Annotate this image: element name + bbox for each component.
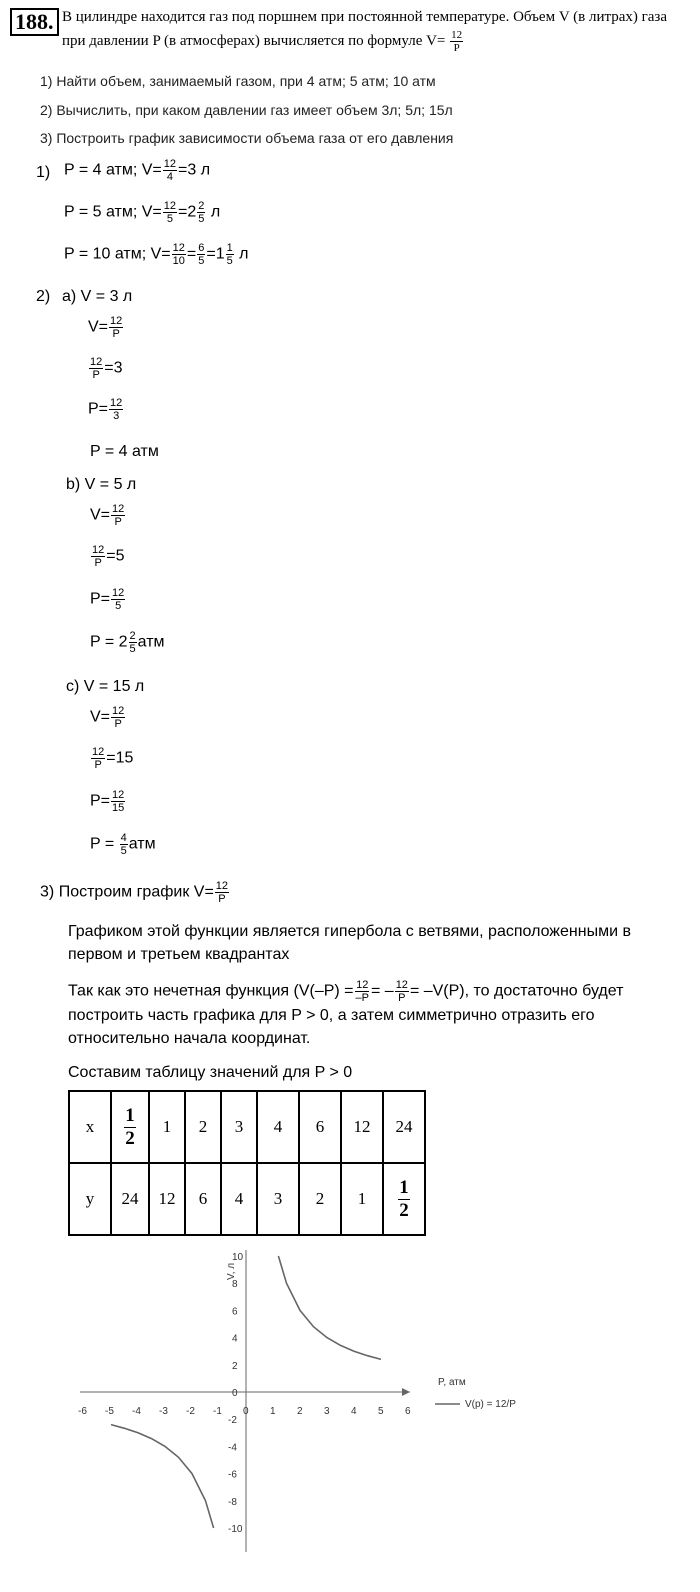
text: =3 л bbox=[178, 161, 211, 179]
text: V= bbox=[90, 506, 111, 524]
fraction bbox=[111, 789, 125, 814]
text: Построим график V= bbox=[58, 883, 214, 901]
frac-den: P bbox=[92, 369, 100, 381]
frac-den: 5 bbox=[129, 643, 136, 655]
x-tick-label: -4 bbox=[132, 1406, 141, 1417]
y-tick-label: 2 bbox=[232, 1360, 238, 1372]
frac-num: 12 bbox=[110, 315, 123, 327]
y-cell: 12 bbox=[149, 1163, 185, 1235]
fraction bbox=[109, 315, 123, 340]
frac-den: 15 bbox=[112, 802, 125, 814]
fraction bbox=[163, 158, 177, 183]
text: атм bbox=[128, 835, 156, 853]
y-tick-label: -2 bbox=[228, 1415, 237, 1427]
frac-num: 12 bbox=[356, 979, 369, 991]
part2-label: 2) bbox=[36, 288, 51, 305]
x-tick-label: -3 bbox=[159, 1406, 168, 1417]
fraction bbox=[226, 242, 234, 267]
table-row-y bbox=[69, 1163, 425, 1235]
frac-num: 1 bbox=[226, 242, 233, 254]
table-row-x bbox=[69, 1091, 425, 1163]
text: =5 bbox=[106, 547, 125, 565]
text: P= bbox=[90, 590, 111, 608]
y-tick-label: 8 bbox=[232, 1279, 238, 1291]
y-tick-label: 4 bbox=[232, 1333, 238, 1345]
x-tick-label: 5 bbox=[378, 1406, 384, 1417]
text: = bbox=[186, 245, 197, 263]
text: =15 bbox=[106, 749, 134, 767]
part2c-p bbox=[90, 789, 126, 814]
x-cell: 3 bbox=[221, 1091, 257, 1163]
part2a-formula bbox=[88, 315, 124, 340]
x-cell: 2 bbox=[185, 1091, 221, 1163]
hyperbola-branch bbox=[111, 1425, 214, 1528]
part1-line2 bbox=[64, 200, 220, 225]
frac-den: P bbox=[114, 718, 122, 730]
part2c-formula bbox=[90, 705, 126, 730]
text: P = 10 атм; V= bbox=[64, 245, 171, 263]
text: P = 2 bbox=[90, 633, 128, 651]
hyperbola-branch bbox=[278, 1256, 381, 1359]
y-cell: 2 bbox=[299, 1163, 341, 1235]
frac-den: P bbox=[94, 759, 102, 771]
text: =1 bbox=[206, 245, 225, 263]
part2b-p bbox=[90, 587, 126, 612]
x-cell: 1 bbox=[149, 1091, 185, 1163]
frac-num: 12 bbox=[163, 200, 176, 212]
task-3: 3) Построить график зависимости объема газа от его давления bbox=[40, 130, 454, 146]
frac-num: 1 bbox=[399, 1176, 409, 1198]
y-tick-label: -4 bbox=[228, 1442, 237, 1454]
text: л bbox=[234, 245, 249, 263]
problem-number: 188. bbox=[10, 8, 59, 36]
text: P = 4 атм; V= bbox=[64, 161, 162, 179]
chart-axes bbox=[80, 1250, 410, 1552]
x-tick-label: -1 bbox=[213, 1406, 222, 1417]
fraction bbox=[197, 242, 205, 267]
x-cell: 12 bbox=[341, 1091, 383, 1163]
part1-line1 bbox=[64, 158, 210, 183]
task-1: 1) Найти объем, занимаемый газом, при 4 атм; 5 атм; 10 атм bbox=[40, 73, 436, 89]
x-tick-label: -6 bbox=[78, 1406, 87, 1417]
y-tick-label: 0 bbox=[232, 1388, 238, 1399]
part1-label: 1) bbox=[36, 164, 51, 181]
intro-text: В цилиндре находится газ под поршнем при постоянной температуре. Объем V (в литрах) газа при давлении P (в атмосферах) вычисляется по формуле V= bbox=[62, 9, 668, 49]
x-axis-label: P, атм bbox=[438, 1377, 466, 1388]
part3-para1: Графиком этой функции является гипербола с ветвями, расположенными в первом и третьем квадрантах bbox=[68, 923, 631, 963]
frac-den: P bbox=[114, 516, 122, 528]
text: Так как это нечетная функция (V(–P) = bbox=[68, 982, 354, 1000]
frac-den: –P bbox=[355, 992, 369, 1004]
x-tick-label: -2 bbox=[186, 1406, 195, 1417]
fraction bbox=[395, 979, 409, 1004]
table-title: Составим таблицу значений для P > 0 bbox=[68, 1064, 353, 1081]
text: л bbox=[206, 203, 221, 221]
legend-label: V(p) = 12/P bbox=[465, 1399, 516, 1410]
frac-den: 5 bbox=[226, 255, 233, 267]
fraction bbox=[355, 979, 370, 1004]
x-tick-label: 3 bbox=[324, 1406, 330, 1417]
y-cell: 6 bbox=[185, 1163, 221, 1235]
task-2: 2) Вычислить, при каком давлении газ имеет объем 3л; 5л; 15л bbox=[40, 102, 453, 118]
frac-num: 12 bbox=[92, 544, 105, 556]
frac-num: 12 bbox=[112, 503, 125, 515]
frac-den: 5 bbox=[166, 213, 173, 225]
frac-num: 12 bbox=[395, 979, 408, 991]
text: P = bbox=[90, 835, 119, 853]
frac-den: 5 bbox=[115, 600, 122, 612]
x-cell: 24 bbox=[383, 1091, 425, 1163]
frac-den: P bbox=[453, 42, 460, 54]
fraction bbox=[129, 630, 137, 655]
part2b-result bbox=[90, 630, 165, 655]
hyperbola-chart bbox=[60, 1240, 620, 1560]
y-tick-label: -6 bbox=[228, 1469, 237, 1481]
frac-num: 4 bbox=[120, 832, 127, 844]
x-tick-label: 1 bbox=[270, 1406, 276, 1417]
fraction bbox=[109, 397, 123, 422]
part3-label: 3) bbox=[40, 883, 55, 901]
x-cell: 6 bbox=[299, 1091, 341, 1163]
frac-num: 12 bbox=[92, 746, 105, 758]
part2a-p bbox=[88, 397, 124, 422]
frac-den: 2 bbox=[399, 1199, 409, 1221]
text: P= bbox=[88, 400, 109, 418]
y-tick-label: -8 bbox=[228, 1496, 237, 1508]
frac-num: 12 bbox=[215, 880, 229, 892]
frac-num: 12 bbox=[172, 242, 185, 254]
text: = –V(P), то достаточно будет построить часть графика для P > 0, а затем симметрично отразить его относительно начала координат. bbox=[68, 982, 624, 1047]
x-tick-label: 4 bbox=[351, 1406, 357, 1417]
text: =3 bbox=[104, 359, 123, 377]
part2a-head: a) V = 3 л bbox=[62, 288, 133, 305]
frac-den: 5 bbox=[120, 845, 127, 857]
frac-num: 12 bbox=[90, 356, 103, 368]
text: V= bbox=[90, 708, 111, 726]
part2b-formula bbox=[90, 503, 126, 528]
part2b-head: b) V = 5 л bbox=[66, 476, 137, 493]
part2a-result: P = 4 атм bbox=[90, 443, 159, 460]
x-tick-label: -5 bbox=[105, 1406, 114, 1417]
frac-num: 2 bbox=[129, 630, 136, 642]
y-cell: 4 bbox=[221, 1163, 257, 1235]
x-tick-label: 0 bbox=[243, 1406, 249, 1417]
chart-ticks bbox=[78, 1252, 411, 1535]
problem-intro bbox=[62, 6, 692, 54]
fraction bbox=[215, 880, 229, 905]
y-tick-label: -10 bbox=[228, 1524, 243, 1535]
frac-den: P bbox=[398, 992, 406, 1004]
frac-den: 3 bbox=[113, 410, 120, 422]
fraction bbox=[91, 544, 105, 569]
fraction bbox=[163, 200, 177, 225]
text: V= bbox=[88, 318, 109, 336]
frac-den: P bbox=[112, 328, 120, 340]
part2c-head: c) V = 15 л bbox=[66, 678, 145, 695]
part2b-eq bbox=[90, 544, 125, 569]
frac-den: 5 bbox=[198, 213, 205, 225]
part3-para2 bbox=[68, 979, 688, 1050]
text: P = 5 атм; V= bbox=[64, 203, 162, 221]
part2c-eq bbox=[90, 746, 133, 771]
y-cell: 3 bbox=[257, 1163, 299, 1235]
fraction bbox=[172, 242, 186, 267]
fraction bbox=[197, 200, 205, 225]
frac-den: P bbox=[94, 557, 102, 569]
y-tick-label: 6 bbox=[232, 1306, 238, 1318]
part2c-result bbox=[90, 832, 156, 857]
y-cell bbox=[383, 1163, 425, 1235]
text: =2 bbox=[178, 203, 197, 221]
y-axis-label: V, л bbox=[226, 1262, 237, 1280]
text: P= bbox=[90, 792, 111, 810]
frac-den: 2 bbox=[125, 1127, 135, 1149]
fraction bbox=[89, 356, 103, 381]
fraction bbox=[111, 503, 125, 528]
frac-num: 12 bbox=[451, 29, 463, 41]
text: атм bbox=[137, 633, 165, 651]
y-cell: 24 bbox=[111, 1163, 149, 1235]
intro-formula bbox=[450, 29, 463, 54]
x-header: x bbox=[69, 1091, 111, 1163]
frac-num: 2 bbox=[198, 200, 205, 212]
frac-num: 12 bbox=[112, 789, 125, 801]
x-tick-label: 6 bbox=[405, 1406, 411, 1417]
frac-num: 1 bbox=[125, 1104, 135, 1126]
x-axis-arrow bbox=[402, 1388, 410, 1396]
x-tick-label: 2 bbox=[297, 1406, 303, 1417]
x-cell bbox=[111, 1091, 149, 1163]
x-cell: 4 bbox=[257, 1091, 299, 1163]
part2a-eq bbox=[88, 356, 123, 381]
part3-head bbox=[40, 880, 230, 905]
frac-den: 10 bbox=[172, 255, 185, 267]
y-cell: 1 bbox=[341, 1163, 383, 1235]
frac-den: P bbox=[218, 893, 226, 905]
frac-num: 12 bbox=[112, 705, 125, 717]
frac-num: 12 bbox=[110, 397, 123, 409]
frac-den: 5 bbox=[198, 255, 205, 267]
values-table bbox=[68, 1090, 426, 1236]
fraction bbox=[120, 832, 128, 857]
cell-fraction bbox=[398, 1177, 410, 1222]
fraction bbox=[111, 705, 125, 730]
fraction bbox=[111, 587, 125, 612]
y-header: y bbox=[69, 1163, 111, 1235]
fraction bbox=[91, 746, 105, 771]
part1-line3 bbox=[64, 242, 249, 267]
frac-num: 6 bbox=[198, 242, 205, 254]
frac-den: 4 bbox=[166, 171, 173, 183]
cell-fraction bbox=[124, 1105, 136, 1150]
frac-num: 12 bbox=[163, 158, 176, 170]
text: = – bbox=[371, 982, 394, 1000]
y-tick-label: 10 bbox=[232, 1252, 244, 1263]
frac-num: 12 bbox=[112, 587, 125, 599]
